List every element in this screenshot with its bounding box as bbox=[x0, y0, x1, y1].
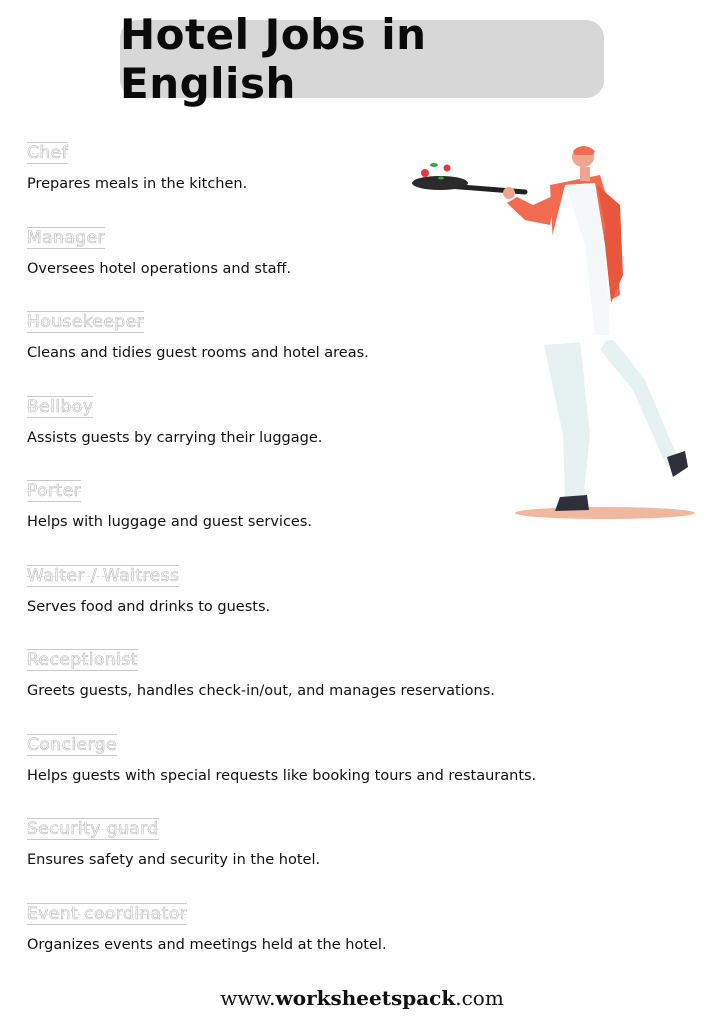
job-description: Assists guests by carrying their luggage. bbox=[27, 429, 323, 446]
list-item bbox=[27, 559, 587, 644]
job-name-trace: Concierge bbox=[27, 734, 118, 755]
job-description: Helps guests with special requests like booking tours and restaurants. bbox=[27, 767, 537, 784]
title-banner bbox=[120, 10, 604, 108]
footer-url bbox=[0, 986, 724, 1010]
footer-prefix: www. bbox=[220, 986, 276, 1010]
job-name-trace: Event coordinator bbox=[27, 903, 188, 924]
job-description: Helps with luggage and guest services. bbox=[27, 514, 312, 530]
chef-with-pan-icon bbox=[405, 145, 705, 525]
job-name-trace: Manager bbox=[27, 227, 106, 248]
job-description: Serves food and drinks to guests. bbox=[27, 598, 271, 615]
job-description: Ensures safety and security in the hotel. bbox=[27, 852, 321, 868]
job-description: Greets guests, handles check-in/out, and manages reservations. bbox=[27, 683, 495, 699]
list-item bbox=[27, 728, 587, 813]
job-name-trace: Waiter / Waitress bbox=[27, 565, 180, 586]
list-item bbox=[27, 812, 587, 897]
job-name-trace: Bellboy bbox=[27, 396, 94, 417]
job-name-trace: Receptionist bbox=[27, 650, 138, 670]
job-name-trace: Security guard bbox=[27, 819, 159, 839]
job-description: Organizes events and meetings held at the hotel. bbox=[27, 936, 387, 953]
job-description: Oversees hotel operations and staff. bbox=[27, 260, 292, 277]
job-name-trace: Housekeeper bbox=[27, 312, 145, 332]
job-name-trace: Porter bbox=[27, 481, 82, 501]
footer-suffix: .com bbox=[455, 986, 504, 1010]
list-item bbox=[27, 897, 587, 982]
job-description: Cleans and tidies guest rooms and hotel areas. bbox=[27, 345, 369, 361]
footer-brand: worksheetspack bbox=[275, 986, 456, 1010]
page-title: Hotel Jobs in English bbox=[120, 10, 427, 108]
job-name-trace: Chef bbox=[27, 143, 69, 163]
job-description: Prepares meals in the kitchen. bbox=[27, 176, 248, 192]
list-item bbox=[27, 643, 587, 728]
